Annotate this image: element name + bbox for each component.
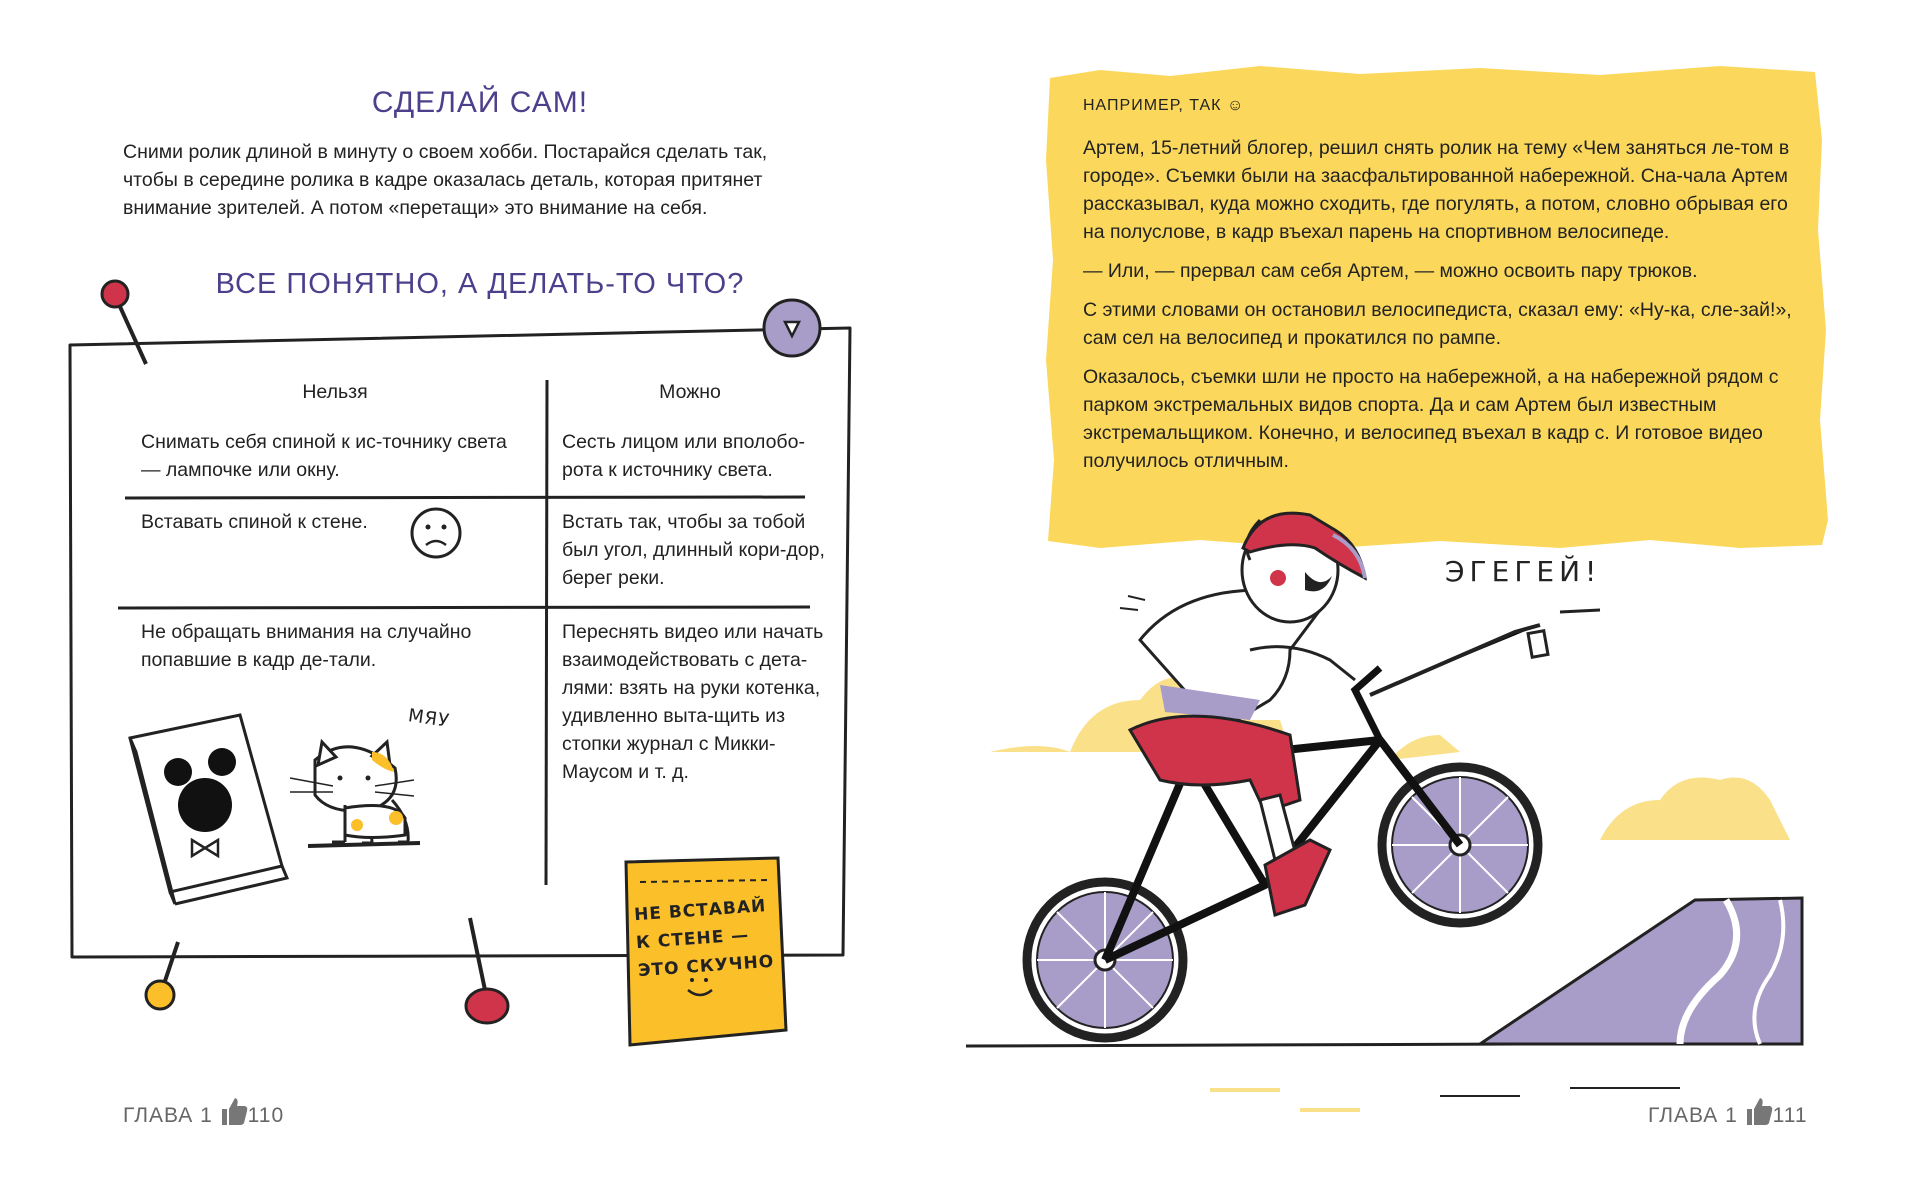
sticky-note-line: НЕ ВСТАВАЙ: [633, 896, 767, 926]
page-number: 111: [1772, 1104, 1808, 1127]
note-paragraph: — Или, — прервал сам себя Артем, — можно освоить пару трюков.: [1083, 260, 1698, 282]
table-cell: Встать так, чтобы за тобой был угол, длинный кори-дор, берег реки.: [562, 511, 825, 589]
table-cell: Переснять видео или начать взаимодействовать с дета-лями: взять на руки котенка, удивленно выта-щить из стопки журнал с Микки-Маусом и т. д.: [562, 621, 824, 783]
chapter-label: ГЛАВА 1: [1648, 1104, 1738, 1127]
cat-speech: МЯУ: [406, 705, 452, 732]
page-title: СДЕЛАЙ САМ!: [371, 86, 589, 119]
page-footer-left: [123, 1096, 284, 1128]
note-paragraph: Артем, 15-летний блогер, решил снять ролик на тему «Чем заняться ле-том в городе». Съемки были на заасфальтированной набережной. Сна-чала Артем рассказывал, куда можно сходить, где погулять, а потом, словно обрывая его на полуслове, в кадр въехал парень на спортивном велосипеде.: [1083, 137, 1790, 243]
page-number: 110: [247, 1104, 285, 1127]
table-cell: Снимать себя спиной к ис-точнику света — лампочке или окну.: [141, 431, 507, 481]
note-paragraph: С этими словами он остановил велосипедиста, сказал ему: «Ну-ка, сле-зай!», сам сел на велосипед и прокатился по рампе.: [1083, 299, 1792, 349]
table-cell: Не обращать внимания на случайно попавшие в кадр де-тали.: [141, 621, 472, 671]
thumbs-up-icon: [1745, 1096, 1773, 1126]
table-header-yes: Можно: [659, 381, 721, 403]
sad-face-icon: [412, 509, 460, 557]
intro-text: Сними ролик длиной в минуту о своем хобби. Постарайся сделать так, чтобы в середине ролика в кадре оказалась деталь, которая притянет внимание зрителей. А потом «перетащи» это внимание на себя.: [123, 141, 768, 219]
page-footer-right: [1648, 1096, 1808, 1128]
thumbs-up-icon: [220, 1096, 248, 1126]
speech-shout: ЭГЕГЕЙ!: [1445, 555, 1602, 588]
table-cell: Вставать спиной к стене.: [141, 511, 368, 533]
note-paragraph: Оказалось, съемки шли не просто на набережной, а на набережной рядом с парком экстремальных видов спорта. Да и сам Артем был известным экстремальщиком. Конечно, и велосипед въехал в кадр с. И готовое видео получилось отличным.: [1083, 366, 1779, 472]
table-cell: Сесть лицом или вполобо-рота к источнику света.: [562, 431, 805, 481]
note-label: НАПРИМЕР, ТАК ☺: [1083, 97, 1245, 114]
section-subtitle: ВСЕ ПОНЯТНО, А ДЕЛАТЬ-ТО ЧТО?: [215, 268, 745, 300]
sticky-note-line: К СТЕНЕ —: [635, 925, 750, 954]
example-note: [1083, 92, 1803, 486]
pushpin-icon: [764, 300, 820, 356]
table-header-no: Нельзя: [302, 381, 368, 403]
sticky-note-line: ЭТО СКУЧНО: [637, 951, 775, 982]
chapter-label: ГЛАВА 1: [123, 1104, 213, 1127]
sticky-note-text: [633, 891, 788, 985]
